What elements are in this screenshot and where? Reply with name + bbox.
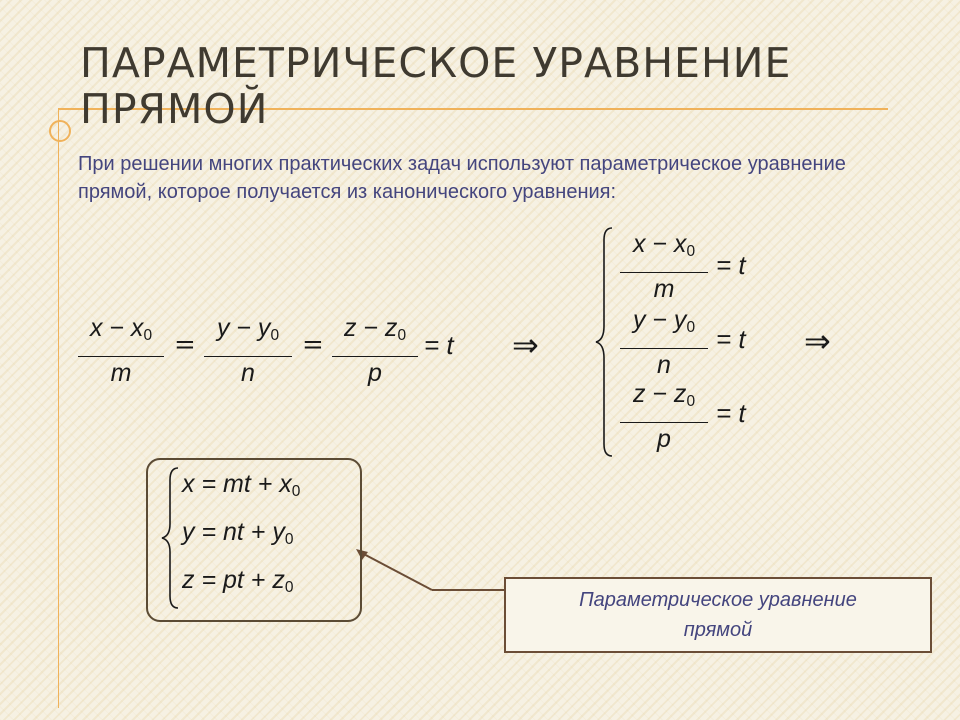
implies-arrow: ⇒	[804, 322, 831, 360]
equals-sign: =	[174, 330, 196, 360]
parametric-label-text: Параметрическое уравнение прямой	[579, 589, 857, 641]
equation-text: x = mt + x	[182, 470, 292, 498]
fraction-denominator: n	[204, 356, 292, 389]
system-fraction-y	[620, 304, 708, 381]
subscript: 0	[291, 482, 301, 500]
fraction-denominator: p	[332, 356, 418, 389]
fraction-numerator: z − z	[343, 314, 398, 342]
fraction-numerator: x − x	[632, 230, 687, 258]
equals-sign: =	[302, 330, 324, 360]
subscript: 0	[143, 326, 153, 344]
fraction-denominator: n	[620, 348, 708, 381]
equation-text: y = nt + y	[182, 518, 285, 546]
subscript: 0	[686, 242, 696, 260]
parametric-label-box	[504, 577, 932, 653]
equation-text: z = pt + z	[182, 566, 285, 594]
subscript: 0	[686, 392, 696, 410]
implies-arrow: ⇒	[512, 326, 539, 364]
fraction-numerator: y − y	[632, 306, 687, 334]
param-equation-z	[182, 566, 293, 597]
fraction-numerator: y − y	[216, 314, 271, 342]
equals-t: = t	[716, 250, 746, 280]
equals-t: = t	[716, 398, 746, 428]
fraction-numerator: z − z	[632, 380, 687, 408]
param-equation-y	[182, 518, 293, 549]
intro-text: При решении многих практических задач используют параметрическое уравнение прямой, которое получается из канонического уравнения:	[78, 153, 846, 203]
equals-t: = t	[716, 324, 746, 354]
subscript: 0	[284, 578, 294, 596]
pointer-line	[358, 551, 432, 590]
right-system-brace	[596, 228, 612, 456]
subscript: 0	[397, 326, 407, 344]
subscript: 0	[270, 326, 280, 344]
param-equation-x	[182, 470, 300, 501]
fraction-denominator: m	[78, 356, 164, 389]
subscript: 0	[686, 318, 696, 336]
system-fraction-x	[620, 228, 708, 305]
system-fraction-z	[620, 378, 708, 455]
subscript: 0	[284, 530, 294, 548]
fraction-denominator: m	[620, 272, 708, 305]
fraction-numerator: x − x	[89, 314, 144, 342]
equals-t: = t	[424, 330, 454, 360]
slide-title: ПАРАМЕТРИЧЕСКОЕ УРАВНЕНИЕ ПРЯМОЙ	[80, 39, 792, 133]
fraction-denominator: p	[620, 422, 708, 455]
